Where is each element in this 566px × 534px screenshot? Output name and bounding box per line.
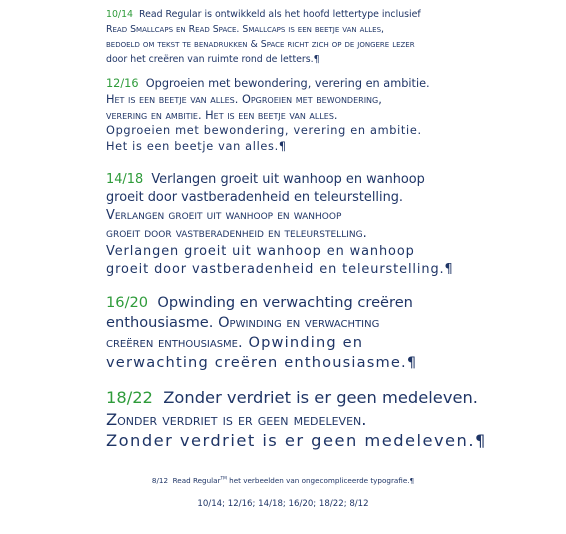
sample-line: bedoeld om tekst te benadrukken & Space richt zich op de jongere lezer	[106, 39, 415, 50]
sample-line: Read Smallcaps en Read Space. Smallcaps is een beetje van alles,	[106, 24, 385, 35]
sample-line: Het is een beetje van alles.¶	[106, 140, 287, 154]
caption-font-name: Read Regular	[172, 476, 221, 485]
sample-block-18-22	[106, 387, 510, 452]
sample-block-14-18	[106, 171, 510, 279]
sample-line: Verlangen groeit uit wanhoop en wanhoop	[106, 208, 342, 223]
line-text: enthousiasme.	[106, 314, 219, 331]
size-label: 14/18	[106, 172, 144, 187]
trademark-mark: TM	[220, 476, 227, 482]
line-text: Verlangen groeit uit wanhoop en wanhoop	[151, 172, 425, 187]
sample-line: groeit door vastberadenheid en teleurstelling.	[106, 226, 367, 241]
line-text: Opwinding en verwachting creëren	[157, 294, 413, 311]
sample-line	[106, 171, 510, 189]
sample-line: verwachting creëren enthousiasme.¶	[106, 354, 418, 371]
line-text-smallcaps: Opwinding en verwachting	[218, 314, 380, 331]
sample-line	[106, 387, 510, 409]
sample-line: Verlangen groeit uit wanhoop en wanhoop	[106, 244, 415, 259]
sample-block-10-14	[106, 7, 510, 67]
size-label: 16/20	[106, 294, 149, 311]
size-label: 12/16	[106, 77, 139, 90]
sizes-summary: 10/14; 12/16; 14/18; 16/20; 18/22; 8/12	[197, 499, 369, 509]
sample-line	[106, 76, 510, 92]
sample-line	[106, 333, 510, 353]
sample-block-12-16	[106, 76, 510, 155]
sample-line: verering en ambitie. Het is een beetje van alles.	[106, 108, 338, 122]
sample-line: Zonder verdriet is er geen medeleven.	[106, 409, 367, 429]
sample-line	[106, 293, 510, 313]
sample-block-16-20	[106, 293, 510, 373]
line-text: Zonder verdriet is er geen medeleven.	[163, 388, 478, 407]
sample-line: Zonder verdriet is er geen medeleven.¶	[106, 431, 487, 450]
line-text: Opwinding en	[242, 334, 364, 351]
size-label: 10/14	[106, 9, 134, 20]
caption-text: het verbeelden van ongecompliceerde typografie.¶	[229, 476, 415, 485]
line-text: Read Regular is ontwikkeld als het hoofd lettertype inclusief	[139, 9, 421, 20]
sample-line	[106, 313, 510, 333]
sample-line: Het is een beetje van alles. Opgroeien met bewondering,	[106, 92, 382, 106]
sample-line	[106, 7, 510, 22]
line-text-smallcaps: creëren enthousiasme.	[106, 334, 243, 351]
caption-size-label: 8/12	[151, 476, 169, 485]
sample-line: Opgroeien met bewondering, verering en ambitie.	[106, 124, 422, 138]
sample-line: door het creëren van ruimte rond de letters.¶	[106, 54, 320, 65]
caption-line	[0, 476, 566, 486]
size-label: 18/22	[106, 388, 153, 407]
sample-line: groeit door vastberadenheid en teleurstelling.¶	[106, 262, 454, 277]
sample-line: groeit door vastberadenheid en teleurstelling.	[106, 190, 404, 205]
line-text: Opgroeien met bewondering, verering en ambitie.	[145, 77, 430, 90]
